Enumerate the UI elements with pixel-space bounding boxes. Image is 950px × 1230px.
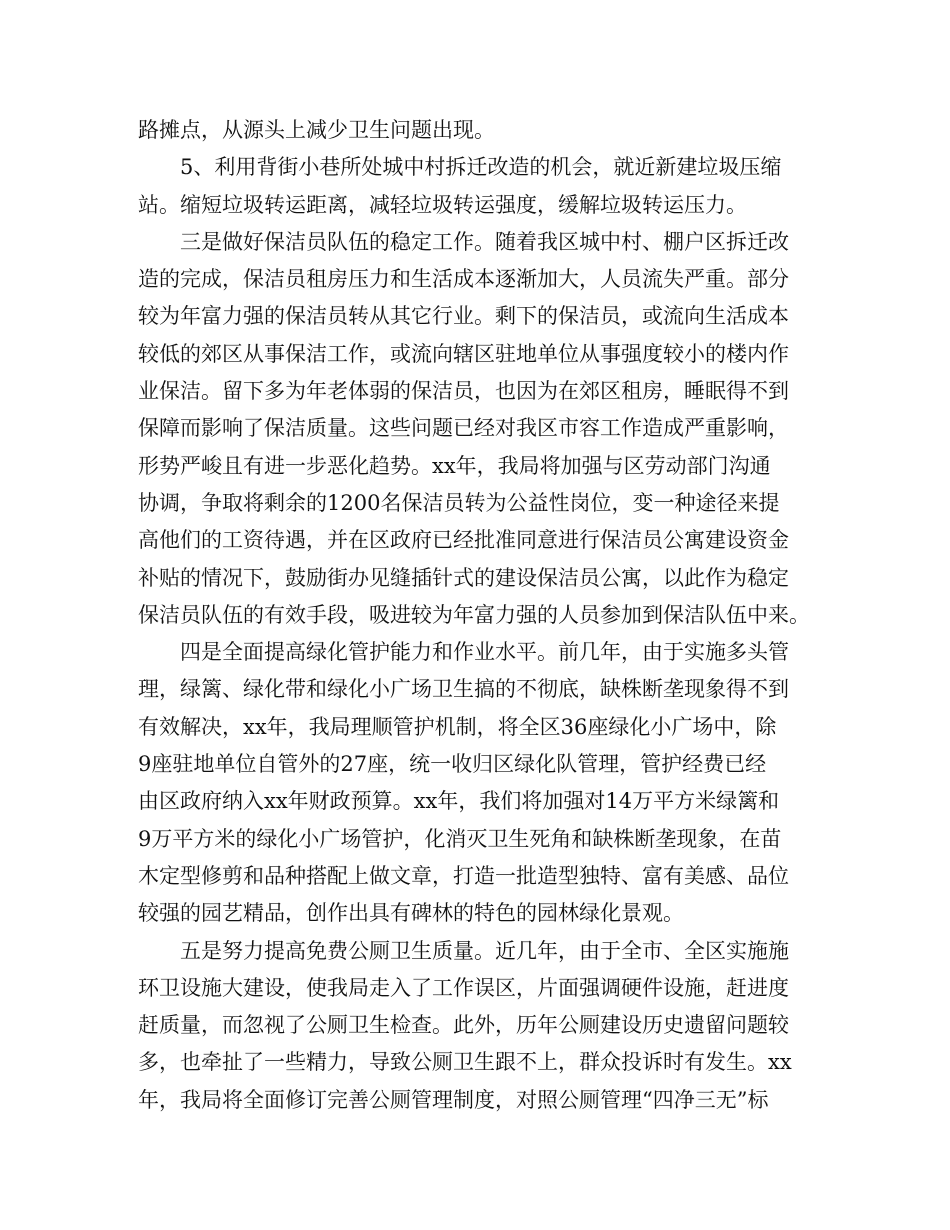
text-line: 补贴的情况下，鼓励街办见缝插针式的建设保洁员公寓，以此作为稳定 <box>138 565 789 590</box>
text-line: 9座驻地单位自管外的27座，统一收归区绿化队管理，管护经费已经 <box>138 752 767 777</box>
paragraph-first-line: 三是做好保洁员队伍的稳定工作。随着我区城中村、棚户区拆迁改 <box>180 229 789 254</box>
text-line: 形势严峻且有进一步恶化趋势。xx年，我局将加强与区劳动部门沟通 <box>138 453 771 478</box>
paragraph-first-line: 5、利用背街小巷所处城中村拆迁改造的机会，就近新建垃圾压缩 <box>180 155 782 180</box>
text-line: 多，也牵扯了一些精力，导致公厕卫生跟不上，群众投诉时有发生。xx <box>138 1050 792 1075</box>
text-line: 业保洁。留下多为年老体弱的保洁员，也因为在郊区租房，睡眠得不到 <box>138 379 789 404</box>
text-line: 较为年富力强的保洁员转从其它行业。剩下的保洁员，或流向生活成本 <box>138 304 789 329</box>
text-line: 高他们的工资待遇，并在区政府已经批准同意进行保洁员公寓建设资金 <box>138 528 789 553</box>
text-line: 年，我局将全面修订完善公厕管理制度，对照公厕管理“四净三无”标 <box>138 1087 769 1112</box>
text-line: 环卫设施大建设，使我局走入了工作误区，片面强调硬件设施，赶进度 <box>138 975 789 1000</box>
text-line: 造的完成，保洁员租房压力和生活成本逐渐加大，人员流失严重。部分 <box>138 267 789 292</box>
text-line: 站。缩短垃圾转运距离，减轻垃圾转运强度，缓解垃圾转运压力。 <box>138 192 747 217</box>
text-line: 保洁员队伍的有效手段，吸进较为年富力强的人员参加到保洁队伍中来。 <box>138 602 810 627</box>
text-line: 9万平方米的绿化小广场管护，化消灭卫生死角和缺株断垄现象，在苗 <box>138 826 782 851</box>
text-line: 路摊点，从源头上减少卫生问题出现。 <box>138 118 495 142</box>
text-line: 保障而影响了保洁质量。这些问题已经对我区市容工作造成严重影响， <box>138 416 789 441</box>
text-line: 协调，争取将剩余的1200名保洁员转为公益性岗位，变一种途径来提 <box>138 490 780 515</box>
text-line: 有效解决，xx年，我局理顺管护机制，将全区36座绿化小广场中，除 <box>138 714 777 739</box>
text-line: 由区政府纳入xx年财政预算。xx年，我们将加强对14万平方米绿篱和 <box>138 789 780 814</box>
text-line: 较强的园艺精品，创作出具有碑林的特色的园林绿化景观。 <box>138 901 684 926</box>
document-body <box>138 112 818 1119</box>
text-line: 赶质量，而忽视了公厕卫生检查。此外，历年公厕建设历史遗留问题较 <box>138 1013 789 1038</box>
text-line: 理，绿篱、绿化带和绿化小广场卫生搞的不彻底，缺株断垄现象得不到 <box>138 677 789 702</box>
text-line: 较低的郊区从事保洁工作，或流向辖区驻地单位从事强度较小的楼内作 <box>138 341 789 366</box>
paragraph-first-line: 五是努力提高免费公厕卫生质量。近几年，由于全市、全区实施施 <box>180 938 789 963</box>
text-line: 木定型修剪和品种搭配上做文章，打造一批造型独特、富有美感、品位 <box>138 863 789 888</box>
paragraph-first-line: 四是全面提高绿化管护能力和作业水平。前几年，由于实施多头管 <box>180 640 789 665</box>
